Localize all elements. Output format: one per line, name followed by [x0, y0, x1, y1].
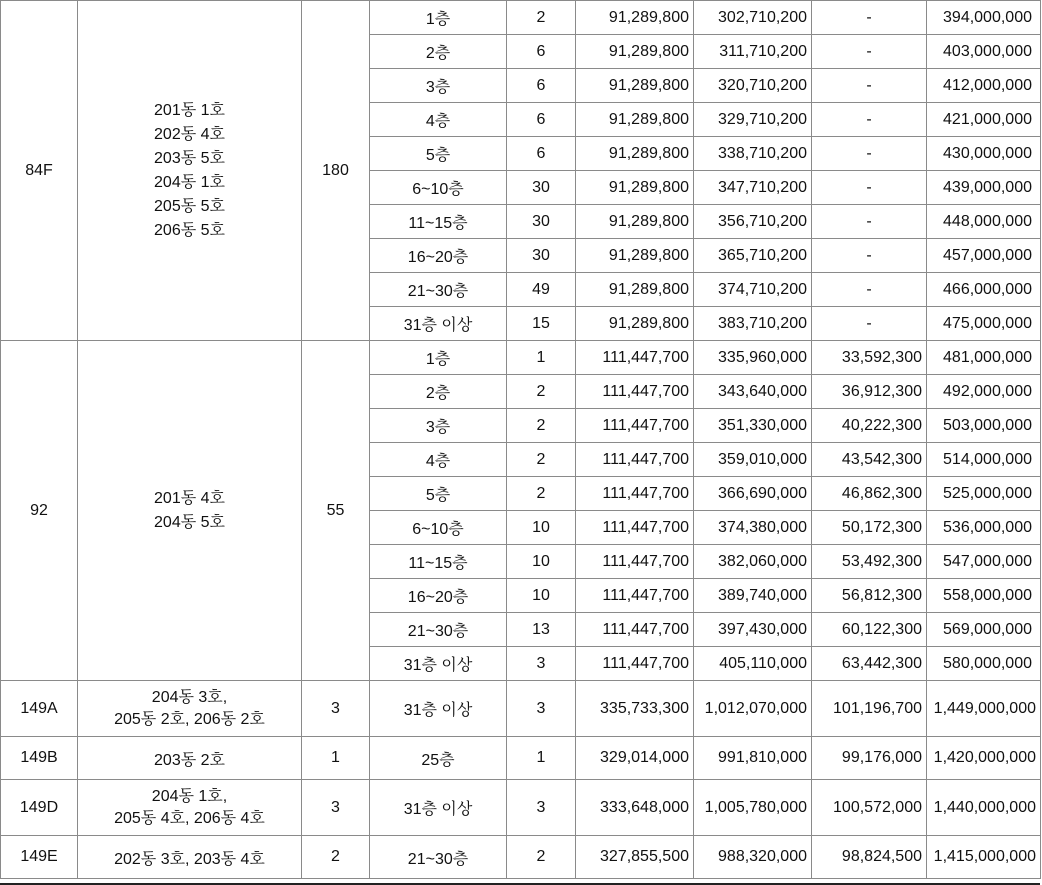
- table-row: [1, 1, 1041, 35]
- total-cell: 403,000,000: [927, 35, 1041, 69]
- building-line: 202동 3호, 203동 4호: [114, 850, 265, 868]
- building-price-cell: 311,710,200: [694, 35, 812, 69]
- land-price-cell: 333,648,000: [576, 780, 694, 836]
- building-line: 201동 4호: [154, 489, 225, 507]
- floor-cell: 1층: [370, 341, 507, 375]
- vat-cell: -: [812, 137, 927, 171]
- building-line: 205동 2호, 206동 2호: [114, 710, 265, 728]
- floor-cell: 31층 이상: [370, 780, 507, 836]
- building-price-cell: 320,710,200: [694, 69, 812, 103]
- building-price-cell: 382,060,000: [694, 545, 812, 579]
- floor-cell: 21~30층: [370, 836, 507, 879]
- building-price-cell: 397,430,000: [694, 613, 812, 647]
- total-cell: 1,415,000,000: [927, 836, 1041, 879]
- vat-cell: 100,572,000: [812, 780, 927, 836]
- total-cell: 439,000,000: [927, 171, 1041, 205]
- floor-cell: 3층: [370, 409, 507, 443]
- vat-cell: -: [812, 103, 927, 137]
- floor-cell: 31층 이상: [370, 647, 507, 681]
- total-cell: 525,000,000: [927, 477, 1041, 511]
- table-row: [1, 836, 1041, 879]
- total-cell: 514,000,000: [927, 443, 1041, 477]
- total-cell: 448,000,000: [927, 205, 1041, 239]
- total-cell: 421,000,000: [927, 103, 1041, 137]
- count-cell: 1: [507, 341, 576, 375]
- count-cell: 10: [507, 579, 576, 613]
- count-cell: 6: [507, 35, 576, 69]
- vat-cell: 101,196,700: [812, 681, 927, 737]
- floor-cell: 25층: [370, 737, 507, 780]
- count-cell: 6: [507, 137, 576, 171]
- land-price-cell: 111,447,700: [576, 613, 694, 647]
- count-cell: 13: [507, 613, 576, 647]
- building-price-cell: 1,012,070,000: [694, 681, 812, 737]
- building-line: 203동 2호: [154, 751, 225, 769]
- vat-cell: 33,592,300: [812, 341, 927, 375]
- total-cell: 580,000,000: [927, 647, 1041, 681]
- floor-cell: 16~20층: [370, 579, 507, 613]
- vat-cell: -: [812, 205, 927, 239]
- floor-cell: 2층: [370, 375, 507, 409]
- vat-cell: 36,912,300: [812, 375, 927, 409]
- land-price-cell: 327,855,500: [576, 836, 694, 879]
- land-price-cell: 91,289,800: [576, 1, 694, 35]
- buildings-cell: [78, 836, 302, 879]
- land-price-cell: 91,289,800: [576, 239, 694, 273]
- vat-cell: 99,176,000: [812, 737, 927, 780]
- building-line: 203동 5호: [154, 149, 225, 167]
- building-line: 205동 5호: [154, 197, 225, 215]
- building-price-cell: 374,380,000: [694, 511, 812, 545]
- land-price-cell: 91,289,800: [576, 69, 694, 103]
- building-line: 205동 4호, 206동 4호: [114, 809, 265, 827]
- building-price-cell: 991,810,000: [694, 737, 812, 780]
- land-price-cell: 91,289,800: [576, 171, 694, 205]
- floor-cell: 6~10층: [370, 171, 507, 205]
- units-cell: 55: [302, 341, 370, 681]
- building-line: 204동 1호: [154, 173, 225, 191]
- total-cell: 492,000,000: [927, 375, 1041, 409]
- land-price-cell: 111,447,700: [576, 443, 694, 477]
- count-cell: 49: [507, 273, 576, 307]
- table-row: [1, 681, 1041, 737]
- floor-cell: 5층: [370, 477, 507, 511]
- units-cell: 3: [302, 780, 370, 836]
- buildings-cell: [78, 780, 302, 836]
- building-price-cell: 389,740,000: [694, 579, 812, 613]
- vat-cell: -: [812, 35, 927, 69]
- land-price-cell: 111,447,700: [576, 375, 694, 409]
- floor-cell: 16~20층: [370, 239, 507, 273]
- table-row: [1, 737, 1041, 780]
- land-price-cell: 91,289,800: [576, 103, 694, 137]
- building-line: 204동 1호,: [151, 787, 228, 805]
- building-price-cell: 383,710,200: [694, 307, 812, 341]
- total-cell: 457,000,000: [927, 239, 1041, 273]
- floor-cell: 1층: [370, 1, 507, 35]
- units-cell: 180: [302, 1, 370, 341]
- vat-cell: -: [812, 239, 927, 273]
- table-row: [1, 341, 1041, 375]
- total-cell: 1,449,000,000: [927, 681, 1041, 737]
- land-price-cell: 111,447,700: [576, 579, 694, 613]
- count-cell: 3: [507, 647, 576, 681]
- building-price-cell: 335,960,000: [694, 341, 812, 375]
- count-cell: 2: [507, 1, 576, 35]
- building-line: 204동 3호,: [151, 688, 228, 706]
- vat-cell: 63,442,300: [812, 647, 927, 681]
- total-cell: 481,000,000: [927, 341, 1041, 375]
- vat-cell: 98,824,500: [812, 836, 927, 879]
- total-cell: 430,000,000: [927, 137, 1041, 171]
- floor-cell: 2층: [370, 35, 507, 69]
- count-cell: 30: [507, 205, 576, 239]
- total-cell: 547,000,000: [927, 545, 1041, 579]
- units-cell: 2: [302, 836, 370, 879]
- vat-cell: 40,222,300: [812, 409, 927, 443]
- vat-cell: 53,492,300: [812, 545, 927, 579]
- land-price-cell: 91,289,800: [576, 35, 694, 69]
- count-cell: 2: [507, 375, 576, 409]
- floor-cell: 6~10층: [370, 511, 507, 545]
- land-price-cell: 111,447,700: [576, 477, 694, 511]
- land-price-cell: 111,447,700: [576, 341, 694, 375]
- type-cell: 149D: [1, 780, 78, 836]
- type-cell: 84F: [1, 1, 78, 341]
- land-price-cell: 329,014,000: [576, 737, 694, 780]
- buildings-cell: [78, 341, 302, 681]
- building-price-cell: 988,320,000: [694, 836, 812, 879]
- floor-cell: 4층: [370, 103, 507, 137]
- total-cell: 503,000,000: [927, 409, 1041, 443]
- building-price-cell: 365,710,200: [694, 239, 812, 273]
- floor-cell: 31층 이상: [370, 681, 507, 737]
- land-price-cell: 91,289,800: [576, 205, 694, 239]
- land-price-cell: 335,733,300: [576, 681, 694, 737]
- count-cell: 3: [507, 681, 576, 737]
- count-cell: 2: [507, 443, 576, 477]
- land-price-cell: 91,289,800: [576, 273, 694, 307]
- vat-cell: 56,812,300: [812, 579, 927, 613]
- building-price-cell: 405,110,000: [694, 647, 812, 681]
- count-cell: 2: [507, 836, 576, 879]
- buildings-cell: [78, 1, 302, 341]
- count-cell: 30: [507, 171, 576, 205]
- vat-cell: -: [812, 273, 927, 307]
- building-price-cell: 374,710,200: [694, 273, 812, 307]
- building-price-cell: 347,710,200: [694, 171, 812, 205]
- total-cell: 1,440,000,000: [927, 780, 1041, 836]
- floor-cell: 3층: [370, 69, 507, 103]
- count-cell: 10: [507, 545, 576, 579]
- land-price-cell: 111,447,700: [576, 409, 694, 443]
- count-cell: 3: [507, 780, 576, 836]
- land-price-cell: 111,447,700: [576, 545, 694, 579]
- building-line: 206동 5호: [154, 221, 225, 239]
- type-cell: 149B: [1, 737, 78, 780]
- total-cell: 558,000,000: [927, 579, 1041, 613]
- buildings-cell: [78, 681, 302, 737]
- count-cell: 30: [507, 239, 576, 273]
- building-line: 204동 5호: [154, 513, 225, 531]
- vat-cell: -: [812, 69, 927, 103]
- total-cell: 475,000,000: [927, 307, 1041, 341]
- total-cell: 569,000,000: [927, 613, 1041, 647]
- count-cell: 10: [507, 511, 576, 545]
- building-price-cell: 1,005,780,000: [694, 780, 812, 836]
- floor-cell: 5층: [370, 137, 507, 171]
- units-cell: 3: [302, 681, 370, 737]
- building-price-cell: 343,640,000: [694, 375, 812, 409]
- total-cell: 394,000,000: [927, 1, 1041, 35]
- buildings-cell: [78, 737, 302, 780]
- land-price-cell: 91,289,800: [576, 137, 694, 171]
- type-cell: 149A: [1, 681, 78, 737]
- count-cell: 2: [507, 409, 576, 443]
- vat-cell: 46,862,300: [812, 477, 927, 511]
- floor-cell: 21~30층: [370, 273, 507, 307]
- floor-cell: 21~30층: [370, 613, 507, 647]
- units-cell: 1: [302, 737, 370, 780]
- building-price-cell: 338,710,200: [694, 137, 812, 171]
- land-price-cell: 111,447,700: [576, 647, 694, 681]
- building-line: 201동 1호: [154, 101, 225, 119]
- type-cell: 92: [1, 341, 78, 681]
- vat-cell: -: [812, 171, 927, 205]
- land-price-cell: 91,289,800: [576, 307, 694, 341]
- vat-cell: 60,122,300: [812, 613, 927, 647]
- building-price-cell: 351,330,000: [694, 409, 812, 443]
- building-price-cell: 359,010,000: [694, 443, 812, 477]
- building-line: 202동 4호: [154, 125, 225, 143]
- type-cell: 149E: [1, 836, 78, 879]
- building-price-cell: 366,690,000: [694, 477, 812, 511]
- vat-cell: 43,542,300: [812, 443, 927, 477]
- building-price-cell: 329,710,200: [694, 103, 812, 137]
- building-price-cell: 302,710,200: [694, 1, 812, 35]
- building-price-cell: 356,710,200: [694, 205, 812, 239]
- count-cell: 6: [507, 69, 576, 103]
- vat-cell: 50,172,300: [812, 511, 927, 545]
- count-cell: 1: [507, 737, 576, 780]
- total-cell: 466,000,000: [927, 273, 1041, 307]
- total-cell: 536,000,000: [927, 511, 1041, 545]
- floor-cell: 11~15층: [370, 545, 507, 579]
- count-cell: 15: [507, 307, 576, 341]
- total-cell: 412,000,000: [927, 69, 1041, 103]
- floor-cell: 31층 이상: [370, 307, 507, 341]
- vat-cell: -: [812, 307, 927, 341]
- total-cell: 1,420,000,000: [927, 737, 1041, 780]
- vat-cell: -: [812, 1, 927, 35]
- table-row: [1, 780, 1041, 836]
- count-cell: 2: [507, 477, 576, 511]
- floor-cell: 4층: [370, 443, 507, 477]
- land-price-cell: 111,447,700: [576, 511, 694, 545]
- count-cell: 6: [507, 103, 576, 137]
- floor-cell: 11~15층: [370, 205, 507, 239]
